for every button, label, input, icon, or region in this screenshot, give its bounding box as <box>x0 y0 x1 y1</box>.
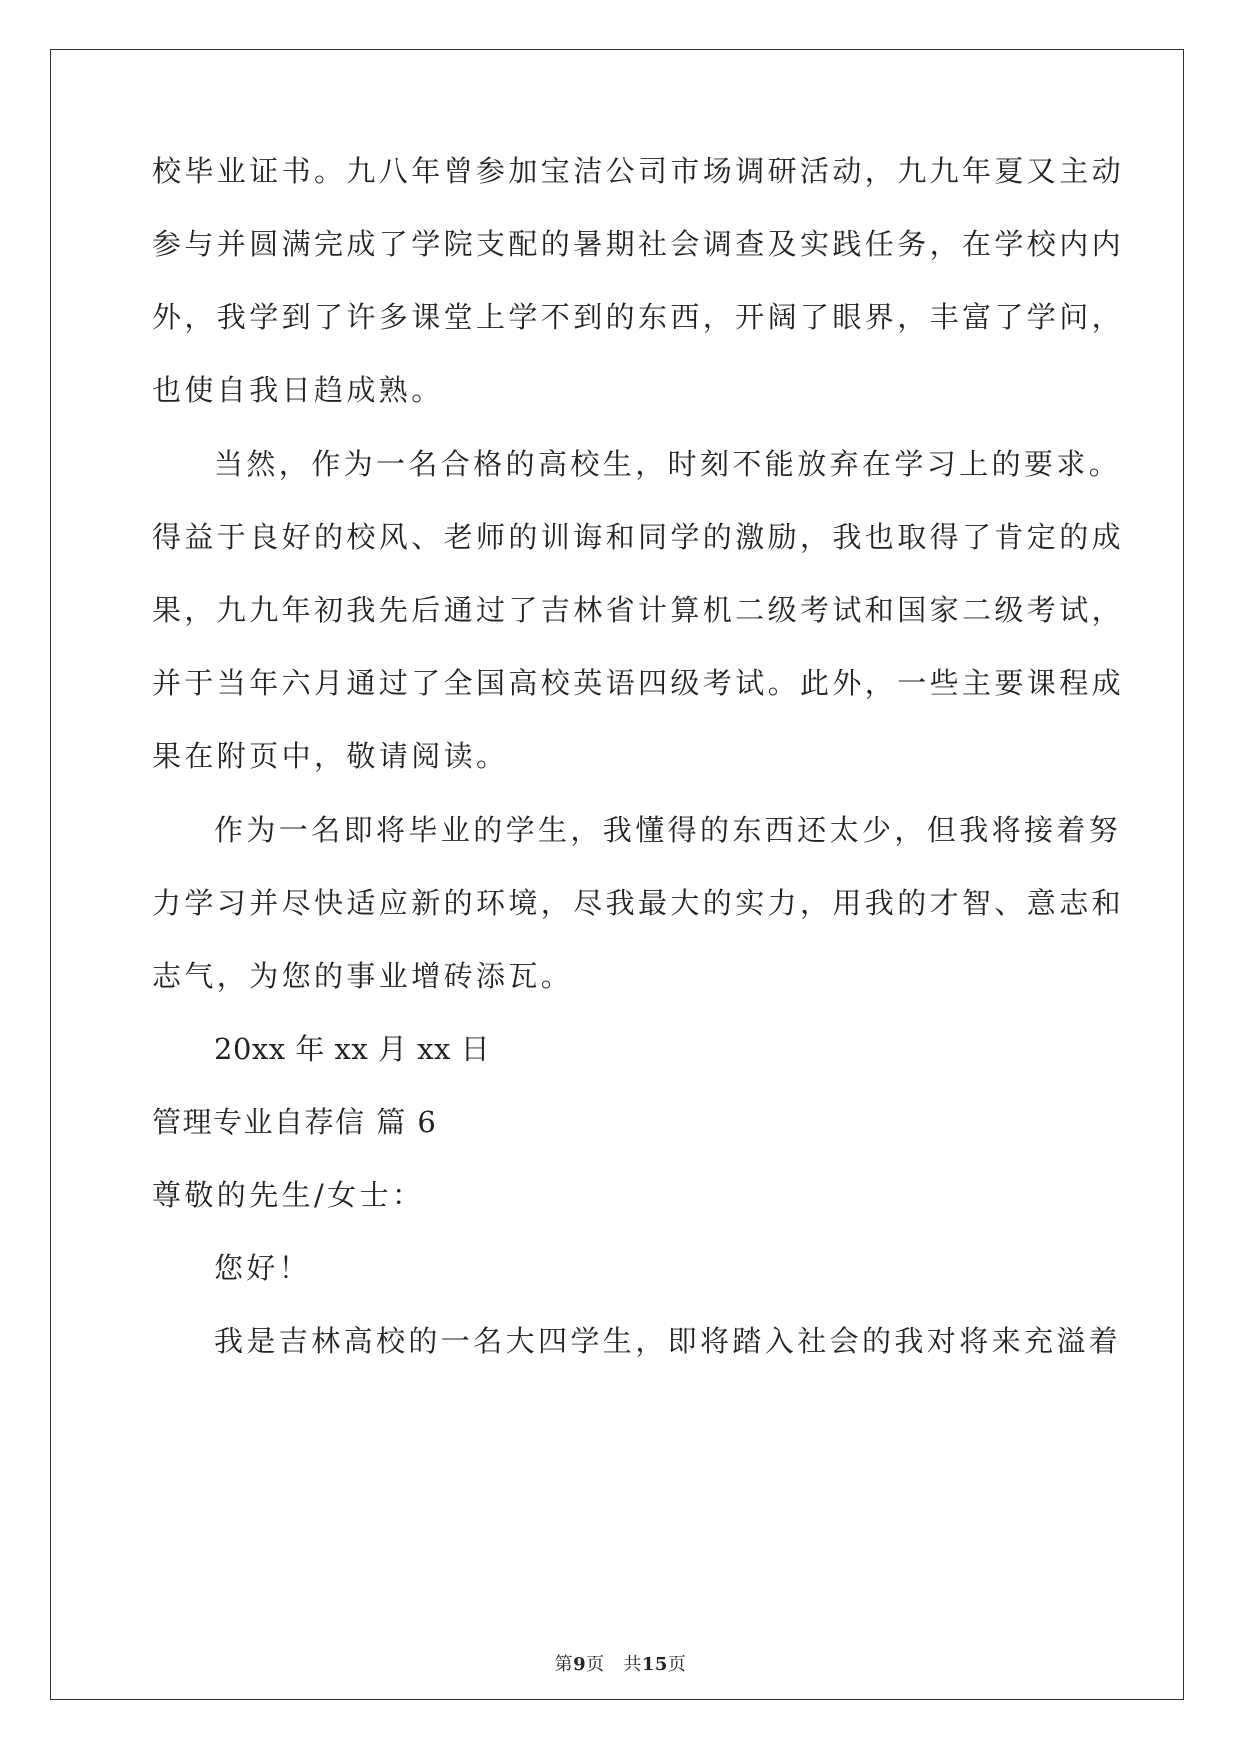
page-footer <box>0 1654 1241 1676</box>
body-line-7: 果，九九年初我先后通过了吉林省计算机二级考试和国家二级考试， <box>152 593 1125 627</box>
salutation: 尊敬的先生/女士： <box>152 1178 425 1212</box>
page-total: 15 <box>641 1654 668 1675</box>
page-current: 9 <box>573 1654 587 1675</box>
body-line-3: 外，我学到了许多课堂上学不到的东西，开阔了眼界，丰富了学问， <box>152 300 1125 334</box>
body-line-5: 当然，作为一名合格的高校生，时刻不能放弃在学习上的要求。 <box>214 447 1122 481</box>
greeting: 您好！ <box>214 1251 312 1285</box>
body-line-10: 作为一名即将毕业的学生，我懂得的东西还太少，但我将接着努 <box>214 813 1122 847</box>
total-prefix: 共 <box>623 1654 642 1675</box>
date-line: 20xx 年 xx 月 xx 日 <box>214 1032 491 1066</box>
total-suffix: 页 <box>667 1654 687 1675</box>
body-line-17: 我是吉林高校的一名大四学生，即将踏入社会的我对将来充溢着 <box>214 1324 1122 1358</box>
body-line-8: 并于当年六月通过了全国高校英语四级考试。此外，一些主要课程成 <box>152 666 1125 700</box>
body-line-6: 得益于良好的校风、老师的训诲和同学的激励，我也取得了肯定的成 <box>152 520 1125 554</box>
body-line-4: 也使自我日趋成熟。 <box>152 373 444 407</box>
page-frame <box>50 49 1184 1700</box>
body-line-2: 参与并圆满完成了学院支配的暑期社会调查及实践任务，在学校内内 <box>152 227 1125 261</box>
page-prefix: 第 <box>554 1654 574 1675</box>
body-line-11: 力学习并尽快适应新的环境，尽我最大的实力，用我的才智、意志和 <box>152 886 1125 920</box>
section-heading: 管理专业自荐信 篇 6 <box>152 1105 438 1139</box>
page-suffix: 页 <box>586 1654 605 1675</box>
body-line-1: 校毕业证书。九八年曾参加宝洁公司市场调研活动，九九年夏又主动 <box>152 154 1125 188</box>
body-line-12: 志气，为您的事业增砖添瓦。 <box>152 959 574 993</box>
body-line-9: 果在附页中，敬请阅读。 <box>152 739 509 773</box>
